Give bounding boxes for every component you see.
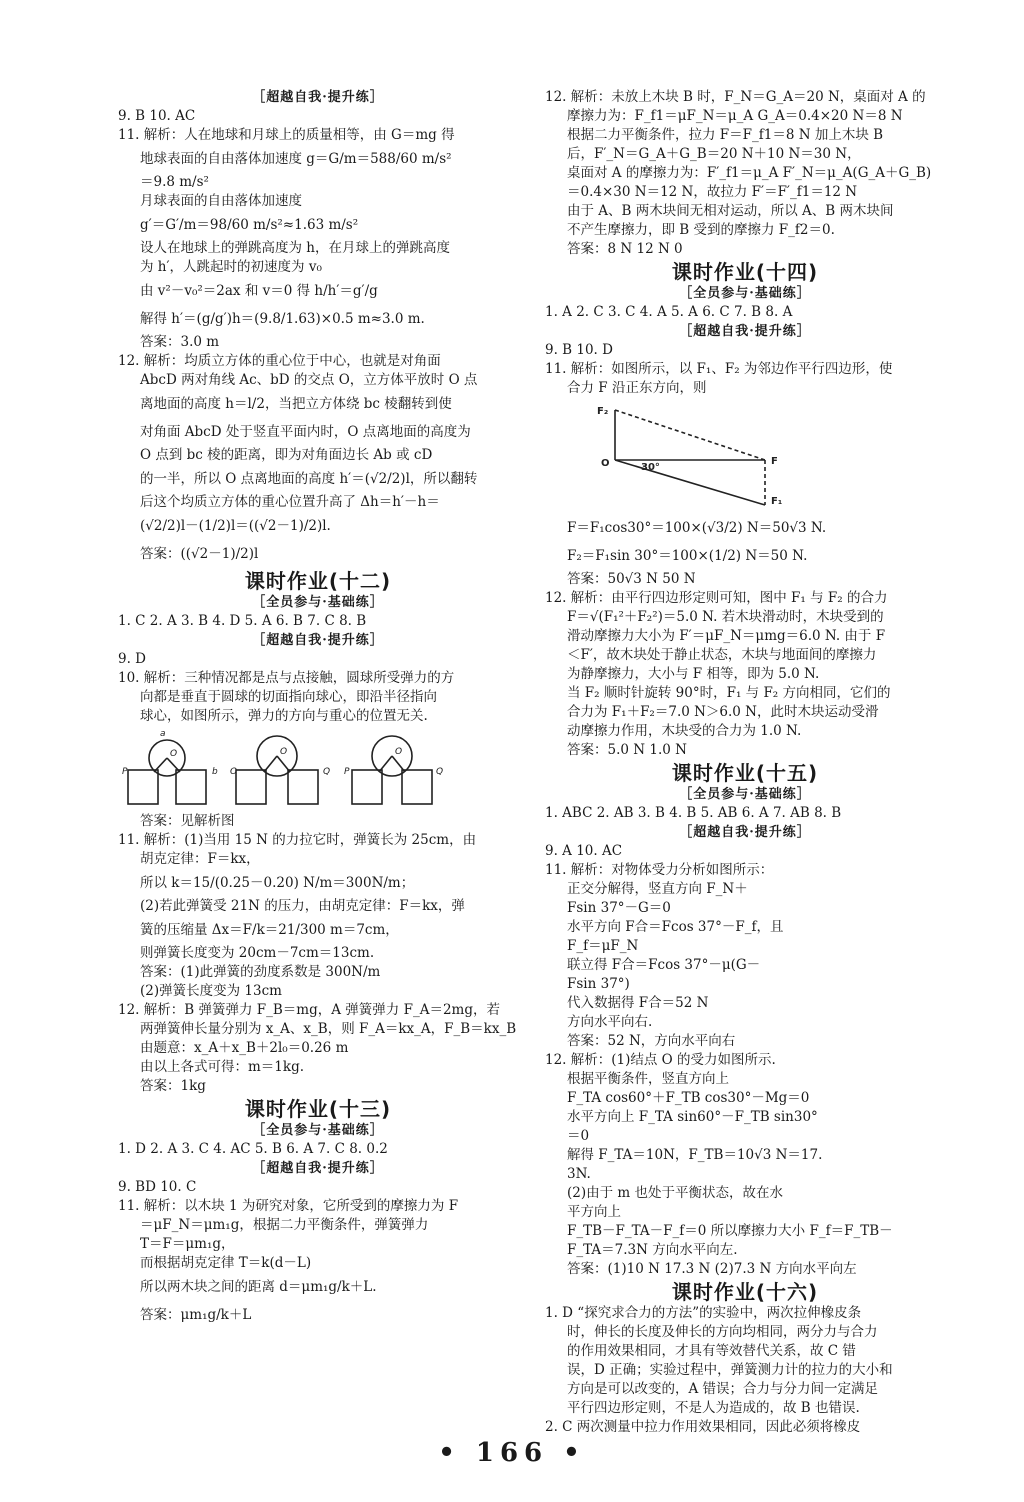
text-line: 桌面对 A 的摩擦力为：F′_f1＝μ_A F′_N＝μ_A(G_A＋G_B) xyxy=(567,165,932,181)
section-title: 课时作业(十六) xyxy=(671,1280,819,1304)
text-line: ［超越自我·提升练］ xyxy=(252,90,384,105)
fig-label: Q xyxy=(436,767,444,777)
right-column xyxy=(545,88,945,1437)
text-line: ［超越自我·提升练］ xyxy=(679,324,811,339)
text-line: F_TB－F_TA－F_f＝0 所以摩擦力大小 F_f＝F_TB－ xyxy=(567,1223,893,1239)
text-line: 簧的压缩量 Δx＝F/k＝21/300 m＝7cm， xyxy=(140,922,399,938)
text-line: F＝F₁cos30°＝100×(√3/2) N＝50√3 N. xyxy=(567,520,827,536)
text-line: 而根据胡克定律 T＝k(d－L) xyxy=(140,1255,312,1271)
text-line: T＝F＝μm₁g， xyxy=(140,1236,235,1252)
page-number: • 166 • xyxy=(438,1438,586,1468)
section-title: 课时作业(十三) xyxy=(244,1097,392,1121)
text-line: (2)若此弹簧受 21N 的压力，由胡克定律：F＝kx，弹 xyxy=(140,898,465,914)
text-line: 的一半，所以 O 点离地面的高度 h′＝(√2/2)l，所以翻转 xyxy=(140,471,478,487)
text-line: 设人在地球上的弹跳高度为 h，在月球上的弹跳高度 xyxy=(140,240,450,256)
text-line: F_TA＝7.3N 方向水平向左. xyxy=(567,1242,738,1258)
fig-label: F₂ xyxy=(597,406,609,417)
text-line: 答案：3.0 m xyxy=(140,334,220,350)
text-line: 答案：50√3 N 50 N xyxy=(567,571,696,587)
text-line: F＝√(F₁²＋F₂²)＝5.0 N. 若木块滑动时，木块受到的 xyxy=(567,609,884,625)
text-line: 11. 解析：人在地球和月球上的质量相等，由 G＝mg 得 xyxy=(118,127,455,143)
fig-label: O xyxy=(601,458,610,469)
fig-label: a xyxy=(160,729,166,739)
text-line: ＝0 xyxy=(567,1128,590,1144)
text-line: 离地面的高度 h＝l/2，当把立方体绕 bc 棱翻转到使 xyxy=(140,396,452,412)
text-line: 向都是垂直于圆球的切面指向球心，即沿半径指向 xyxy=(140,689,437,705)
text-line: 12. 解析：由平行四边形定则可知，图中 F₁ 与 F₂ 的合力 xyxy=(545,590,888,606)
text-line: 1. D 2. A 3. C 4. AC 5. B 6. A 7. C 8. 0.2 xyxy=(118,1141,388,1157)
text-line: 答案：μm₁g/k＋L xyxy=(140,1307,252,1323)
text-line: 解得 h′＝(g/g′)h＝(9.8/1.63)×0.5 m≈3.0 m. xyxy=(140,311,425,327)
text-line: (√2/2)l－(1/2)l＝((√2－1)/2)l. xyxy=(140,518,331,534)
fig-label: P xyxy=(344,767,350,777)
text-line: 12. 解析：均质立方体的重心位于中心，也就是对角面 xyxy=(118,353,441,369)
text-line: 答案：(1)此弹簧的劲度系数是 300N/m xyxy=(140,964,381,980)
text-line: F_f＝μF_N xyxy=(567,938,639,954)
text-line: 1. D “探究求合力的方法”的实验中，两次拉伸橡皮条 xyxy=(545,1305,862,1321)
text-line: 12. 解析：(1)结点 O 的受力如图所示. xyxy=(545,1052,776,1068)
text-line: 则弹簧长度变为 20cm－7cm＝13cm. xyxy=(140,945,375,961)
text-line: 为静摩擦力，大小与 F 相等，即为 5.0 N. xyxy=(567,666,820,682)
text-line: O 点到 bc 棱的距离，即为对角面边长 Ab 或 cD xyxy=(140,447,433,463)
text-line: ＝0.4×30 N＝12 N，故拉力 F′＝F′_f1＝12 N xyxy=(567,184,858,200)
text-line: 球心，如图所示，弹力的方向与重心的位置无关. xyxy=(140,708,428,724)
text-line: 正交分解得，竖直方向 F_N＋ xyxy=(567,881,748,897)
text-line: ＜F′，故木块处于静止状态，木块与地面间的摩擦力 xyxy=(567,647,877,663)
fig-label: F₁ xyxy=(771,496,783,507)
force-parallelogram-diagram xyxy=(545,400,805,510)
text-line: 两弹簧伸长量分别为 x_A、x_B，则 F_A＝kx_A，F_B＝kx_B xyxy=(140,1021,517,1037)
text-line: F_TA cos60°＋F_TB cos30°－Mg＝0 xyxy=(567,1090,810,1106)
text-line: 后这个均质立方体的重心位置升高了 Δh＝h′－h＝ xyxy=(140,494,440,510)
text-line: ［全员参与·基础练］ xyxy=(252,595,384,610)
text-line: 误，D 正确；实验过程中，弹簧测力计的拉力的大小和 xyxy=(567,1362,893,1378)
fig-label: O xyxy=(395,747,403,757)
text-line: 平行四边形定则，不是人为造成的，故 B 也错误. xyxy=(567,1400,860,1416)
text-line: 胡克定律：F＝kx， xyxy=(140,851,260,867)
text-line: 答案：5.0 N 1.0 N xyxy=(567,742,687,758)
text-line: 11. 解析：以木块 1 为研究对象，它所受到的摩擦力为 F xyxy=(118,1198,459,1214)
text-line: 水平方向上 F_TA sin60°－F_TB sin30° xyxy=(567,1109,818,1125)
text-line: 由于 A、B 两木块间无相对运动，所以 A、B 两木块间 xyxy=(567,203,894,219)
text-line: 地球表面的自由落体加速度 g＝G/m＝588/60 m/s² xyxy=(140,151,452,167)
text-line: 1. A 2. C 3. C 4. A 5. A 6. C 7. B 8. A xyxy=(545,304,793,320)
text-line: 9. A 10. AC xyxy=(545,843,623,859)
text-line: 12. 解析：未放上木块 B 时，F_N＝G_A＝20 N，桌面对 A 的 xyxy=(545,89,926,105)
text-line: 合力 F 沿正东方向，则 xyxy=(567,380,707,396)
fig-label: 30° xyxy=(641,462,660,473)
fig-label: P xyxy=(122,767,128,777)
text-line: ［超越自我·提升练］ xyxy=(252,1161,384,1176)
text-line: 答案：1kg xyxy=(140,1078,206,1094)
text-line: 后，F′_N＝G_A＋G_B＝20 N＋10 N＝30 N， xyxy=(567,146,861,162)
text-line: 的作用效果相同，才具有等效替代关系，故 C 错 xyxy=(567,1343,856,1359)
text-line: 根据平衡条件，竖直方向上 xyxy=(567,1071,729,1087)
text-line: g′＝G′/m＝98/60 m/s²≈1.63 m/s² xyxy=(140,217,359,233)
text-line: 方向是可以改变的，A 错误；合力与分力间一定满足 xyxy=(567,1381,879,1397)
section-title: 课时作业(十二) xyxy=(244,569,392,593)
text-line: 11. 解析：(1)当用 15 N 的力拉它时，弹簧长为 25cm，由 xyxy=(118,832,477,848)
text-line: ［超越自我·提升练］ xyxy=(252,633,384,648)
fig-label: O xyxy=(280,747,288,757)
text-line: 根据二力平衡条件，拉力 F＝F_f1＝8 N 加上木块 B xyxy=(567,127,884,143)
text-line: 答案：8 N 12 N 0 xyxy=(567,241,683,257)
text-line: 答案：(1)10 N 17.3 N (2)7.3 N 方向水平向左 xyxy=(567,1261,857,1277)
text-line: 联立得 F合＝Fcos 37°－μ(G－ xyxy=(567,957,761,973)
text-line: 9. B 10. D xyxy=(545,342,613,358)
text-line: (2)由于 m 也处于平衡状态，故在水 xyxy=(567,1185,784,1201)
section-title: 课时作业(十五) xyxy=(671,761,819,785)
text-line: ［全员参与·基础练］ xyxy=(252,1123,384,1138)
fig-label: F xyxy=(771,456,778,467)
text-line: 代入数据得 F合＝52 N xyxy=(567,995,709,1011)
text-line: 3N. xyxy=(567,1166,591,1182)
text-line: ［超越自我·提升练］ xyxy=(679,825,811,840)
text-line: 滑动摩擦力大小为 F′＝μF_N＝μmg＝6.0 N. 由于 F xyxy=(567,628,886,644)
text-line: ［全员参与·基础练］ xyxy=(679,286,811,301)
text-line: 所以 k＝15/(0.25－0.20) N/m＝300N/m； xyxy=(140,875,415,891)
text-line: ［全员参与·基础练］ xyxy=(679,787,811,802)
text-line: 由以上各式可得：m＝1kg. xyxy=(140,1059,305,1075)
text-line: ＝9.8 m/s² xyxy=(140,174,209,190)
text-line: 时，伸长的长度及伸长的方向均相同，两分力与合力 xyxy=(567,1324,878,1340)
text-line: 对角面 AbcD 处于竖直平面内时，O 点离地面的高度为 xyxy=(140,424,471,440)
text-line: 11. 解析：对物体受力分析如图所示： xyxy=(545,862,774,878)
fig-label: b xyxy=(212,767,218,777)
text-line: Fsin 37°) xyxy=(567,976,630,992)
text-line: 平方向上 xyxy=(567,1204,621,1220)
text-line: (2)弹簧长度变为 13cm xyxy=(140,983,282,999)
text-line: Fsin 37°－G＝0 xyxy=(567,900,671,916)
fig-label: O xyxy=(170,749,178,759)
text-line: 答案：52 N，方向水平向右 xyxy=(567,1033,736,1049)
text-line: 解得 F_TA＝10N，F_TB＝10√3 N＝17. xyxy=(567,1147,823,1163)
text-line: 1. C 2. A 3. B 4. D 5. A 6. B 7. C 8. B xyxy=(118,613,367,629)
text-line: AbcD 两对角线 Ac、bD 的交点 O，立方体平放时 O 点 xyxy=(140,372,478,388)
text-line: 9. BD 10. C xyxy=(118,1179,197,1195)
text-line: 答案：((√2－1)/2)l xyxy=(140,546,259,562)
text-line: 合力为 F₁＋F₂＝7.0 N＞6.0 N，此时木块运动受滑 xyxy=(567,704,879,720)
text-line: 1. ABC 2. AB 3. B 4. B 5. AB 6. A 7. AB 8. B xyxy=(545,805,842,821)
text-line: 当 F₂ 顺时针旋转 90°时，F₁ 与 F₂ 方向相同，它们的 xyxy=(567,685,891,701)
text-line: 10. 解析：三种情况都是点与点接触，圆球所受弹力的方 xyxy=(118,670,455,686)
section-title: 课时作业(十四) xyxy=(671,260,819,284)
text-line: 由题意：x_A＋x_B＋2l₀＝0.26 m xyxy=(140,1040,349,1056)
sphere-contact-diagram xyxy=(118,728,458,808)
text-line: 答案：见解析图 xyxy=(140,813,235,829)
text-line: 为 h′，人跳起时的初速度为 v₀ xyxy=(140,259,322,275)
text-line: F₂＝F₁sin 30°＝100×(1/2) N＝50 N. xyxy=(567,548,808,564)
text-line: 11. 解析：如图所示，以 F₁、F₂ 为邻边作平行四边形，使 xyxy=(545,361,893,377)
text-line: 不产生摩擦力，即 B 受到的摩擦力 F_f2＝0. xyxy=(567,222,835,238)
text-line: 9. B 10. AC xyxy=(118,108,196,124)
text-line: 2. C 两次测量中拉力作用效果相同，因此必须将橡皮 xyxy=(545,1419,861,1435)
text-line: 9. D xyxy=(118,651,146,667)
text-line: 由 v²－v₀²＝2ax 和 v＝0 得 h/h′＝g′/g xyxy=(140,283,378,299)
fig-label: O xyxy=(230,767,238,777)
text-line: 动摩擦力作用，木块受的合力为 1.0 N. xyxy=(567,723,802,739)
text-line: ＝μF_N＝μm₁g，根据二力平衡条件，弹簧弹力 xyxy=(140,1217,429,1233)
text-line: 方向水平向右. xyxy=(567,1014,653,1030)
text-line: 12. 解析：B 弹簧弹力 F_B＝mg，A 弹簧弹力 F_A＝2mg，若 xyxy=(118,1002,500,1018)
text-line: 所以两木块之间的距离 d＝μm₁g/k＋L. xyxy=(140,1279,377,1295)
text-line: 摩擦力为：F_f1＝μF_N＝μ_A G_A＝0.4×20 N＝8 N xyxy=(567,108,903,124)
fig-label: Q xyxy=(323,767,331,777)
text-line: 水平方向 F合＝Fcos 37°－F_f，且 xyxy=(567,919,784,935)
text-line: 月球表面的自由落体加速度 xyxy=(140,193,302,209)
left-column xyxy=(118,88,518,1329)
